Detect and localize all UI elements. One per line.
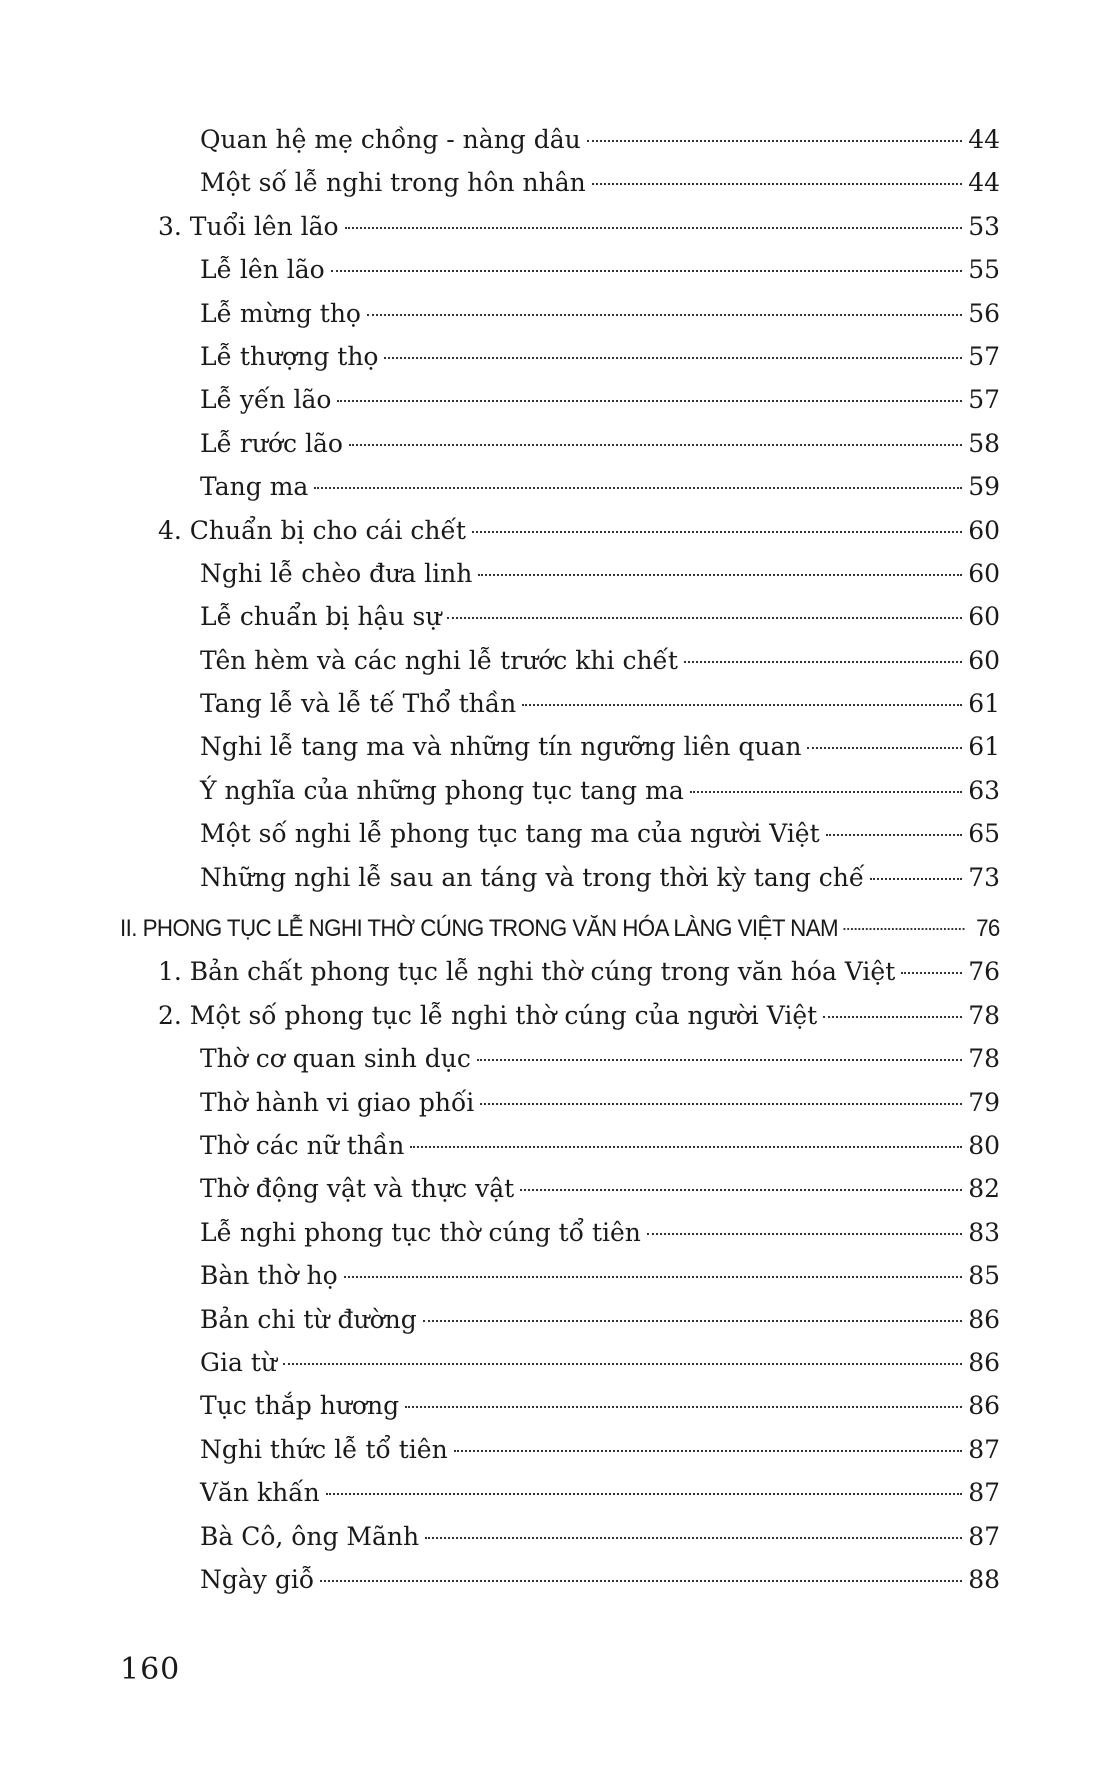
toc-entry-title: Bà Cô, ông Mãnh <box>200 1521 420 1551</box>
toc-leader-dots <box>472 531 962 533</box>
toc-entry <box>120 1384 1000 1427</box>
toc-entry-title: Những nghi lễ sau an táng và trong thời kỳ tang chế <box>200 862 865 892</box>
toc-leader-dots <box>587 140 962 142</box>
toc-entry <box>120 552 1000 595</box>
toc-entry <box>120 994 1000 1037</box>
toc-entry-page: 87 <box>968 1434 1000 1464</box>
toc-leader-dots <box>520 1189 962 1191</box>
toc-entry-page: 60 <box>968 558 1000 588</box>
toc-leader-dots <box>331 270 962 272</box>
toc-entry-title: Ngày giỗ <box>200 1564 315 1594</box>
toc-entry-title: Lễ yến lão <box>200 385 332 415</box>
toc-entry <box>120 509 1000 552</box>
toc-entry-page: 78 <box>968 1044 1000 1074</box>
toc-entry-page: 53 <box>968 211 1000 241</box>
toc-entry-title: Một số lễ nghi trong hôn nhân <box>200 168 586 198</box>
toc-entry-page: 65 <box>968 819 1000 849</box>
toc-leader-dots <box>480 1103 962 1105</box>
toc-entry-title: Nghi lễ chèo đưa linh <box>200 558 473 588</box>
toc-entry <box>120 1037 1000 1080</box>
toc-entry <box>120 292 1000 335</box>
toc-leader-dots <box>349 444 962 446</box>
toc-entry-title: Bản chi từ đường <box>200 1304 417 1334</box>
toc-leader-dots <box>405 1406 962 1408</box>
toc-entry-page: 87 <box>968 1478 1000 1508</box>
toc-leader-dots <box>314 487 962 489</box>
toc-entry-title: Quan hệ mẹ chồng - nàng dâu <box>200 125 581 154</box>
toc-entry-title: II. PHONG TỤC LỄ NGHI THỜ CÚNG TRONG VĂN HÓA LÀNG VIỆT NAM <box>120 915 839 943</box>
toc-entry-page: 61 <box>968 732 1000 762</box>
toc-entry <box>120 1341 1000 1384</box>
toc-entry-page: 82 <box>968 1174 1000 1204</box>
toc-entry <box>120 1515 1000 1558</box>
toc-leader-dots <box>320 1580 962 1582</box>
table-of-contents <box>120 118 1000 1601</box>
toc-entry-title: Lễ mừng thọ <box>200 298 361 328</box>
toc-entry-title: Lễ chuẩn bị hậu sự <box>200 602 442 632</box>
toc-leader-dots <box>345 227 962 229</box>
toc-entry <box>120 1471 1000 1514</box>
toc-entry-title: Thờ hành vi giao phối <box>200 1087 475 1117</box>
toc-entry-title: Lễ nghi phong tục thờ cúng tổ tiên <box>200 1217 641 1247</box>
toc-entry-title: 1. Bản chất phong tục lễ nghi thờ cúng trong văn hóa Việt <box>158 957 896 987</box>
toc-entry-page: 83 <box>968 1217 1000 1247</box>
toc-entry-title: Thờ các nữ thần <box>200 1130 405 1160</box>
toc-entry <box>120 950 1000 993</box>
toc-entry-title: Một số nghi lễ phong tục tang ma của người Việt <box>200 819 820 849</box>
toc-entry <box>120 161 1000 204</box>
toc-entry-page: 60 <box>968 645 1000 675</box>
toc-leader-dots <box>425 1537 962 1539</box>
toc-entry-page: 61 <box>968 689 1000 719</box>
toc-entry <box>120 1124 1000 1167</box>
toc-entry <box>120 248 1000 291</box>
toc-entry-title: 4. Chuẩn bị cho cái chết <box>158 515 466 545</box>
toc-leader-dots <box>684 661 962 663</box>
toc-entry-page: 55 <box>968 255 1000 285</box>
toc-leader-dots <box>454 1450 962 1452</box>
toc-entry-title: Tang lễ và lễ tế Thổ thần <box>200 689 517 719</box>
toc-entry-title: Văn khấn <box>200 1478 320 1508</box>
toc-entry-page: 44 <box>968 125 1000 154</box>
toc-entry-title: Nghi lễ tang ma và những tín ngưỡng liên quan <box>200 732 802 762</box>
toc-entry-page: 86 <box>968 1304 1000 1334</box>
toc-entry <box>120 1298 1000 1341</box>
toc-leader-dots <box>326 1493 962 1495</box>
toc-entry <box>120 1211 1000 1254</box>
toc-entry-title: 3. Tuổi lên lão <box>158 211 339 241</box>
toc-entry <box>120 769 1000 812</box>
toc-leader-dots <box>592 183 962 185</box>
toc-leader-dots <box>478 574 962 576</box>
toc-entry <box>120 856 1000 899</box>
toc-leader-dots <box>807 747 962 749</box>
toc-entry-title: Bàn thờ họ <box>200 1261 338 1291</box>
toc-leader-dots <box>367 314 962 316</box>
toc-entry <box>120 1167 1000 1210</box>
toc-entry-page: 87 <box>968 1521 1000 1551</box>
toc-leader-dots <box>870 878 962 880</box>
page-number: 160 <box>120 1652 181 1687</box>
toc-entry-title: Gia từ <box>200 1347 277 1377</box>
toc-entry-page: 44 <box>968 168 1000 198</box>
toc-leader-dots <box>647 1233 962 1235</box>
toc-entry <box>120 1428 1000 1471</box>
toc-entry-title: Tục thắp hương <box>200 1391 400 1421</box>
toc-entry-page: 86 <box>968 1391 1000 1421</box>
toc-leader-dots <box>690 791 962 793</box>
toc-leader-dots <box>384 357 962 359</box>
toc-entry <box>120 465 1000 508</box>
toc-entry-title: Lễ lên lão <box>200 255 325 285</box>
toc-leader-dots <box>901 972 962 974</box>
toc-entry-page: 63 <box>968 775 1000 805</box>
toc-entry-title: Lễ rước lão <box>200 428 343 458</box>
toc-entry-page: 80 <box>968 1130 1000 1160</box>
toc-entry <box>120 1081 1000 1124</box>
toc-leader-dots <box>344 1276 962 1278</box>
toc-entry-page: 76 <box>968 957 1000 987</box>
toc-leader-dots <box>823 1016 962 1018</box>
toc-entry <box>120 812 1000 855</box>
toc-entry-page: 60 <box>968 602 1000 632</box>
toc-entry <box>120 682 1000 725</box>
toc-entry-page: 73 <box>968 862 1000 892</box>
toc-entry <box>120 422 1000 465</box>
toc-leader-dots <box>447 617 962 619</box>
toc-entry-title: Ý nghĩa của những phong tục tang ma <box>200 775 684 805</box>
toc-entry-page: 85 <box>968 1261 1000 1291</box>
toc-leader-dots <box>844 928 965 930</box>
toc-entry-page: 57 <box>968 341 1000 371</box>
toc-leader-dots <box>522 704 962 706</box>
toc-entry-page: 58 <box>968 428 1000 458</box>
toc-entry-page: 76 <box>976 915 1000 943</box>
toc-leader-dots <box>283 1363 962 1365</box>
toc-entry <box>120 378 1000 421</box>
toc-entry-page: 57 <box>968 385 1000 415</box>
toc-leader-dots <box>477 1059 962 1061</box>
toc-entry <box>120 205 1000 248</box>
toc-leader-dots <box>410 1146 962 1148</box>
toc-entry-page: 56 <box>968 298 1000 328</box>
toc-leader-dots <box>423 1320 962 1322</box>
toc-entry <box>120 335 1000 378</box>
toc-entry-title: 2. Một số phong tục lễ nghi thờ cúng của người Việt <box>158 1000 818 1030</box>
toc-entry-page: 79 <box>968 1087 1000 1117</box>
toc-leader-dots <box>826 834 962 836</box>
toc-entry-page: 88 <box>968 1564 1000 1594</box>
toc-entry-title: Thờ động vật và thực vật <box>200 1174 515 1204</box>
toc-entry-page: 60 <box>968 515 1000 545</box>
toc-entry-title: Lễ thượng thọ <box>200 341 379 371</box>
toc-entry <box>120 1558 1000 1601</box>
toc-entry-page: 78 <box>968 1000 1000 1030</box>
toc-entry-page: 59 <box>968 472 1000 502</box>
toc-entry <box>120 595 1000 638</box>
toc-entry-title: Nghi thức lễ tổ tiên <box>200 1434 448 1464</box>
toc-entry <box>120 118 1000 161</box>
toc-entry <box>120 639 1000 682</box>
toc-entry <box>120 725 1000 768</box>
toc-entry-title: Tang ma <box>200 472 309 502</box>
toc-entry-title: Tên hèm và các nghi lễ trước khi chết <box>200 645 678 675</box>
toc-entry <box>120 1254 1000 1297</box>
toc-entry-page: 86 <box>968 1347 1000 1377</box>
toc-entry-title: Thờ cơ quan sinh dục <box>200 1044 471 1074</box>
toc-leader-dots <box>337 400 962 402</box>
toc-entry <box>120 907 1000 950</box>
